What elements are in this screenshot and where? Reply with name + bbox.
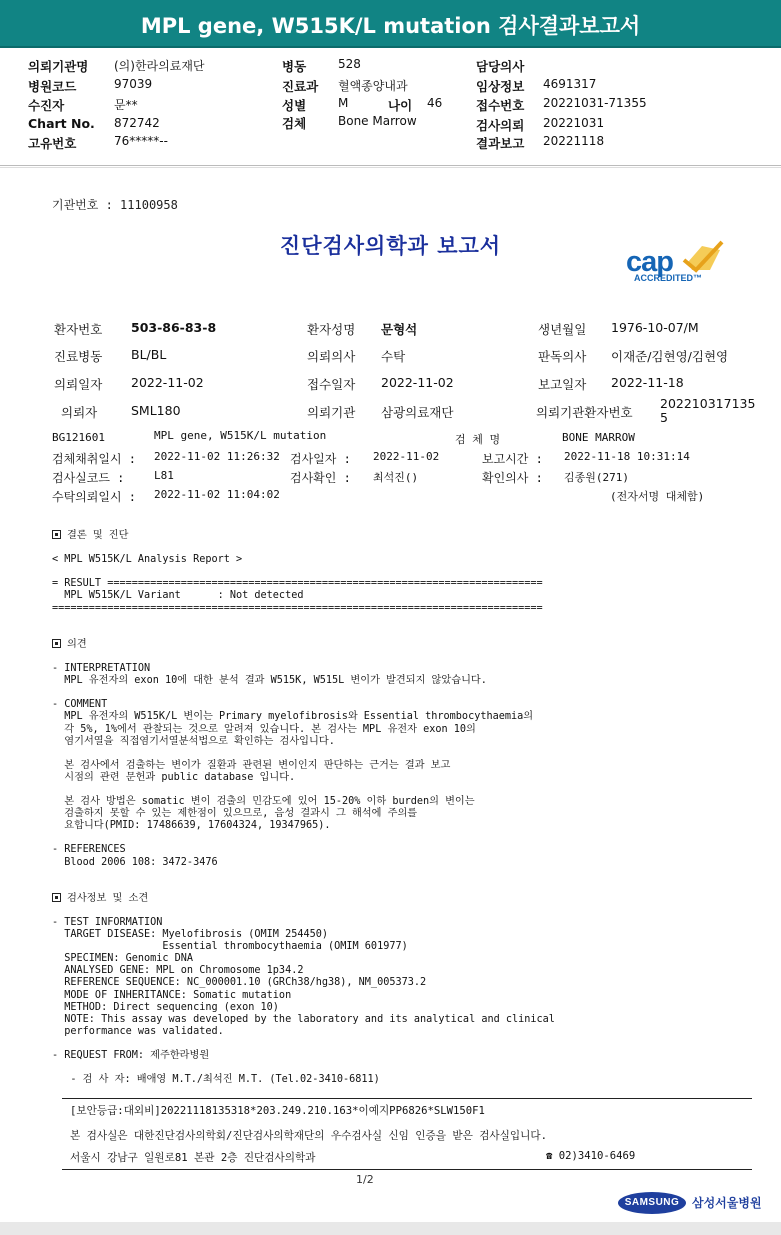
hospital-name: 삼성서울병원: [692, 1196, 762, 1210]
report-line: [52, 820, 752, 832]
report-line: [52, 1038, 752, 1050]
testdate-label: 검사일자 :: [290, 452, 351, 466]
patient-value: 2022-11-02: [381, 375, 454, 390]
certification-note: 본 검사실은 대한진단검사의학회/진단검사의학재단의 우수검사실 신임 인증을 받은 검사실입니다.: [70, 1130, 547, 1142]
patient-label: 판독의사: [538, 349, 587, 364]
report-line-text: NOTE: This assay was developed by the laboratory and its analytical and clinical: [52, 1013, 555, 1025]
report-line: [52, 724, 752, 736]
report-line-text: < MPL W515K/L Analysis Report >: [52, 554, 243, 566]
header-label: 의뢰기관명: [28, 59, 89, 74]
report-line: [52, 796, 752, 808]
reporttime-label: 보고시간 :: [482, 452, 543, 466]
security-stamp: [보안등급:대외비]20221118135318*203.249.210.163*이예지PP6826*SLW150F1: [70, 1105, 485, 1117]
patient-value: 2022-11-18: [611, 375, 684, 390]
test-code: BG121601: [52, 431, 105, 444]
report-line: [52, 1002, 752, 1014]
report-line: [52, 542, 752, 554]
report-line-text: = RESULT =======================================================================: [52, 578, 543, 590]
report-line: [52, 881, 752, 893]
cap-accredited-text: ACCREDITED™: [634, 273, 703, 283]
report-line-text: 본 검사 방법은 somatic 변이 검출의 민감도에 있어 15-20% 이하 burden의 변이는: [52, 796, 475, 808]
report-line-text: 결론 및 진단: [67, 530, 129, 541]
header-value: 혈액종양내과: [338, 79, 408, 93]
report-line: [52, 578, 752, 590]
report-line: [52, 857, 752, 869]
report-line: [52, 736, 752, 748]
page-title: 진단검사의학과 보고서: [279, 234, 502, 258]
report-line-text: 시점의 관련 문헌과 public database 입니다.: [52, 771, 296, 783]
report-line: [52, 844, 752, 856]
patient-label: 의뢰자: [61, 405, 98, 420]
order-value: 2022-11-02 11:04:02: [154, 488, 280, 501]
report-line-text: SPECIMEN: Genomic DNA: [52, 953, 194, 965]
header-label: 병동: [282, 59, 307, 74]
test-name: MPL gene, W515K/L mutation: [154, 429, 327, 442]
header-value: Bone Marrow: [338, 114, 417, 128]
report-line-text: MPL W515K/L Variant : Not detected: [52, 590, 304, 602]
patient-label: 의뢰기관: [307, 405, 356, 420]
patient-label: 환자번호: [54, 322, 103, 337]
report-title-bar: MPL gene, W515K/L mutation 검사결과보고서: [0, 0, 781, 48]
patient-value: 202210317135: [660, 396, 756, 411]
report-line-text: 각 5%, 1%에서 관찰되는 것으로 알려져 있습니다. 본 검사는 MPL 유전자 exon 10의: [52, 723, 476, 735]
report-line-text: - 검 사 자: 배애영 M.T./최석진 M.T. (Tel.02-3410-6811): [52, 1074, 380, 1086]
report-line: [52, 603, 752, 615]
header-value: 20221031: [543, 116, 605, 130]
report-line-text: REFERENCE SEQUENCE: NC_000001.10 (GRCh38/hg38), NM_005373.2: [52, 977, 427, 989]
header-value: 97039: [114, 77, 153, 91]
bottom-margin: [0, 1222, 781, 1235]
report-line-text: MPL 유전자의 exon 10에 대한 분석 결과 W515K, W515L 변이가 발견되지 않았습니다.: [52, 675, 487, 687]
doctor-value: 김종원(271): [564, 471, 629, 484]
cap-logo-text: cap: [626, 246, 673, 278]
samsung-brand: SAMSUNG: [618, 1192, 686, 1214]
patient-label: 생년월일: [538, 322, 587, 337]
patient-value: 1976-10-07/M: [611, 320, 699, 335]
report-line-text: TARGET DISEASE: Myelofibrosis (OMIM 254450): [52, 929, 329, 941]
report-line: [52, 917, 752, 929]
patient-label: 접수일자: [307, 377, 356, 392]
report-line: [52, 977, 752, 989]
order-label: 수탁의뢰일시 :: [52, 490, 137, 504]
report-line-text: Blood 2006 108: 3472-3476: [52, 856, 218, 868]
report-line-text: 의견: [67, 638, 87, 650]
report-line: [52, 832, 752, 844]
report-line: [52, 1014, 752, 1026]
header-value: 528: [338, 57, 361, 71]
report-line-text: Essential thrombocythaemia (OMIM 601977): [52, 941, 408, 953]
report-line: [52, 687, 752, 699]
report-line: [52, 1050, 752, 1062]
order-header: [0, 52, 781, 164]
report-line: [52, 615, 752, 627]
header-value: 20221031-71355: [543, 96, 647, 110]
report-line-text: 요합니다(PMID: 17486639, 17604324, 19347965).: [52, 820, 331, 832]
header-value: M: [338, 96, 349, 110]
report-line-text: ANALYSED GENE: MPL on Chromosome 1p34.2: [52, 965, 304, 977]
report-line: [52, 1074, 752, 1086]
report-line-text: - COMMENT: [52, 699, 108, 711]
cap-accredited-logo: [626, 240, 736, 290]
report-line: [52, 965, 752, 977]
report-line: [52, 1062, 752, 1074]
header-label: 진료과: [282, 79, 319, 94]
header-label: 접수번호: [476, 98, 525, 113]
section-bullet-icon: [52, 530, 61, 539]
report-footer: [62, 1098, 752, 1170]
header-label: 병원코드: [28, 79, 77, 94]
report-line-text: 검출하지 못할 수 있는 제한점이 있으므로, 음성 결과시 그 해석에 주의를: [52, 808, 418, 820]
report-line-text: 검사정보 및 소견: [67, 892, 149, 904]
patient-value: 이재준/김현영/김현영: [611, 349, 729, 364]
report-line: [52, 905, 752, 917]
header-label: 검사의뢰: [476, 118, 525, 133]
header-label: 담당의사: [476, 59, 525, 74]
report-line-text: 염기서열을 직접염기서열분석법으로 확인하는 검사입니다.: [52, 735, 335, 747]
report-line: [52, 929, 752, 941]
patient-value: SML180: [131, 403, 181, 418]
report-line: [52, 760, 752, 772]
report-line: [52, 651, 752, 663]
report-line: [52, 1026, 752, 1038]
report-line: [52, 675, 752, 687]
report-line: [52, 566, 752, 578]
header-label: 고유번호: [28, 136, 77, 151]
header-value: (의)한라의료재단: [114, 59, 205, 73]
report-line: [52, 784, 752, 796]
lab-address: 서울시 강남구 일원로81 본관 2층 진단검사의학과: [70, 1152, 316, 1164]
report-line: [52, 748, 752, 760]
patient-label: 진료병동: [54, 349, 103, 364]
confirm-label: 검사확인 :: [290, 471, 351, 485]
report-line: [52, 627, 752, 639]
section-heading: [52, 893, 752, 905]
report-line: [52, 869, 752, 881]
institution-number: 기관번호 : 11100958: [52, 198, 178, 212]
patient-value: 수탁: [381, 349, 406, 364]
esign-note: (전자서명 대체함): [610, 490, 705, 503]
report-line: [52, 699, 752, 711]
patient-value: 5: [660, 410, 668, 425]
report-line-text: performance was validated.: [52, 1025, 224, 1037]
patient-label: 환자성명: [307, 322, 356, 337]
page-number: 1/2: [356, 1173, 374, 1186]
collect-value: 2022-11-02 11:26:32: [154, 450, 280, 463]
cap-checkmark-icon: [682, 240, 726, 276]
header-value: 20221118: [543, 134, 605, 148]
header-value: 문**: [114, 98, 138, 112]
header-label: 임상정보: [476, 79, 525, 94]
section-heading: [52, 639, 752, 651]
header-label: 성별: [282, 98, 307, 113]
room-value: L81: [154, 469, 174, 482]
header-label: 수진자: [28, 98, 65, 113]
section-heading: [52, 530, 752, 542]
report-line-text: - TEST INFORMATION: [52, 917, 163, 928]
testdate-value: 2022-11-02: [373, 450, 440, 463]
report-line: [52, 711, 752, 723]
patient-label: 의뢰의사: [307, 349, 356, 364]
header-label: Chart No.: [28, 116, 95, 131]
report-line: [52, 663, 752, 675]
report-line: [52, 808, 752, 820]
patient-value: 2022-11-02: [131, 375, 204, 390]
header-value: 4691317: [543, 77, 597, 91]
report-body: [52, 530, 752, 1086]
header-divider: [0, 165, 781, 168]
header-label: 검체: [282, 116, 307, 131]
patient-label: 보고일자: [538, 377, 587, 392]
report-line-text: METHOD: Direct sequencing (exon 10): [52, 1001, 279, 1013]
report-line-text: - REFERENCES: [52, 844, 126, 856]
report-line-text: MPL 유전자의 W515K/L 변이는 Primary myelofibrosis와 Essential thrombocythaemia의: [52, 711, 534, 723]
report-line: [52, 772, 752, 784]
report-line: [52, 941, 752, 953]
header-label: 나이: [388, 98, 413, 113]
reporttime-value: 2022-11-18 10:31:14: [564, 450, 690, 463]
patient-name: 문형석: [381, 322, 418, 337]
report-line: [52, 554, 752, 566]
header-value: 872742: [114, 116, 160, 130]
header-value: 46: [427, 96, 443, 110]
report-line-text: ================================================================================: [52, 602, 543, 614]
header-label: 결과보고: [476, 136, 525, 151]
patient-label: 의뢰기관환자번호: [536, 405, 633, 420]
specimen-value: BONE MARROW: [562, 431, 635, 444]
report-line-text: MODE OF INHERITANCE: Somatic mutation: [52, 989, 292, 1001]
report-line-text: 본 검사에서 검출하는 변이가 질환과 관련된 변이인지 판단하는 근거는 결과 보고: [52, 759, 451, 771]
report-line: [52, 990, 752, 1002]
doctor-label: 확인의사 :: [482, 471, 543, 485]
report-line: [52, 953, 752, 965]
patient-value: 삼광의료재단: [381, 405, 454, 420]
lab-phone: ☎ 02)3410-6469: [546, 1150, 636, 1162]
header-value: 76*****--: [114, 134, 168, 148]
patient-label: 의뢰일자: [54, 377, 103, 392]
specimen-label: 검 체 명: [455, 433, 501, 446]
confirm-value: 최석진(): [373, 471, 419, 484]
report-line: [52, 590, 752, 602]
patient-value: BL/BL: [131, 347, 167, 362]
patient-value: 503-86-83-8: [131, 320, 217, 335]
report-line-text: - INTERPRETATION: [52, 663, 151, 675]
report-line-text: - REQUEST FROM: 제주한라병원: [52, 1050, 210, 1062]
section-bullet-icon: [52, 639, 61, 648]
collect-label: 검체채취일시 :: [52, 452, 137, 466]
room-label: 검사실코드 :: [52, 471, 125, 485]
section-bullet-icon: [52, 893, 61, 902]
